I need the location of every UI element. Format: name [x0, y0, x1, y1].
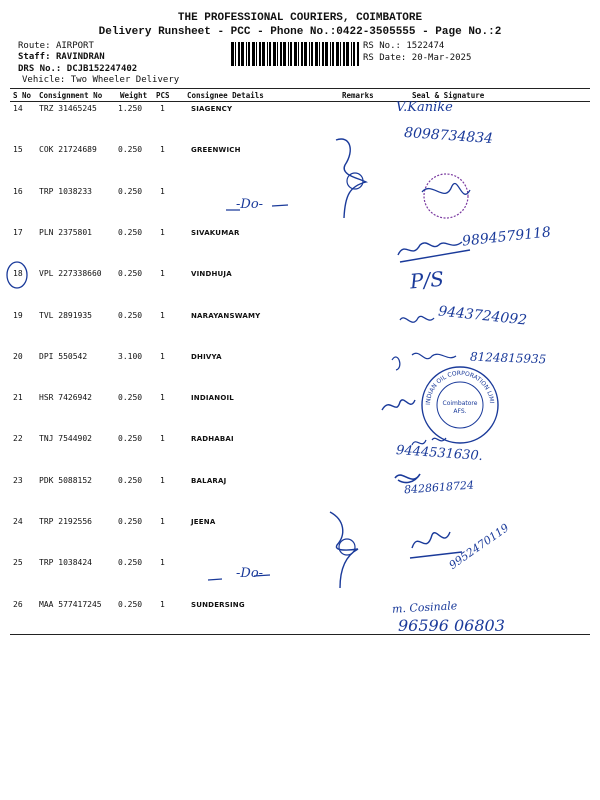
row-consignee-name: SIVAKUMAR: [191, 228, 240, 237]
row-consignment-no: HSR 7426942: [39, 393, 92, 403]
row-sno: 24: [13, 517, 23, 526]
route-value: AIRPORT: [55, 41, 94, 51]
row-pcs: 1: [160, 599, 165, 609]
col-pcs: PCS: [156, 91, 170, 100]
row-weight: 0.250: [118, 517, 143, 526]
row-sno: 21: [13, 393, 23, 403]
phone-row17: 9894579118: [461, 224, 552, 250]
signature-row19: [400, 316, 434, 322]
seal-center-line1: Coimbatore: [442, 400, 478, 407]
phone-row19: 9443724092: [437, 303, 528, 329]
row-consignee-name: SUNDERSING: [191, 600, 245, 609]
runsheet-subtitle: Delivery Runsheet - PCC - Phone No.:0422-3505555 - Page No.:2: [98, 26, 502, 38]
row-sno: 17: [13, 227, 23, 237]
rs-no-label: RS No.:: [363, 41, 401, 51]
rs-date-value: 20-Mar-2025: [411, 53, 472, 63]
seal-center-line2: AFS.: [453, 408, 467, 415]
col-weight: Weight: [120, 91, 148, 100]
staff-label: Staff:: [18, 52, 51, 62]
row-sno: 19: [13, 310, 23, 320]
row-weight: 0.250: [118, 310, 143, 320]
row-pcs: 1: [160, 104, 165, 113]
row-consignment-no: TRP 1038424: [39, 558, 92, 568]
signature-text-row14: V.Kanike: [396, 100, 453, 115]
ditto-brace-15-16: [336, 139, 366, 218]
signature-text-row26: m. Cosinale: [391, 599, 458, 616]
row-weight: 0.250: [118, 269, 143, 279]
col-sno: S No: [13, 91, 32, 100]
row-sno: 16: [13, 186, 23, 196]
row18-circle-mark: [7, 262, 27, 288]
row-pcs: 1: [160, 227, 165, 237]
signature-row24: [410, 532, 462, 558]
phone-row15: 8098734834: [403, 124, 494, 148]
seal-ring-text: INDIAN OIL CORPORATION LIMITED: [417, 360, 495, 406]
seal-row21-text: [417, 360, 500, 445]
row-weight: 0.250: [118, 393, 143, 403]
row-consignee-name: SIAGENCY: [191, 105, 233, 113]
row-pcs: 1: [160, 475, 165, 485]
row-weight: 0.250: [118, 558, 143, 568]
row-consignment-no: PLN 2375801: [39, 227, 92, 237]
row-consignment-no: TNJ 7544902: [39, 434, 92, 444]
row-sno: 26: [13, 599, 23, 609]
ditto-row25: -Do-: [236, 566, 264, 581]
col-consignee: Consignee Details: [187, 91, 264, 100]
row-weight: 0.250: [118, 227, 143, 237]
row-sno: 22: [13, 434, 23, 444]
signature-row23: [395, 474, 420, 482]
row-consignment-no: DPI 550542: [39, 351, 88, 361]
row-pcs: 1: [160, 186, 165, 196]
phone-row24: 9952470119: [446, 521, 512, 572]
row-weight: 3.100: [118, 351, 143, 361]
row-consignee-name: BALARAJ: [191, 476, 227, 485]
signature-row21: [382, 400, 415, 410]
row-consignment-no: TRZ 31465245: [39, 104, 97, 113]
ditto-brace-24-25-loop: [339, 539, 355, 555]
row-consignee-name: GREENWICH: [191, 146, 241, 155]
ditto-row16: -Do-: [236, 197, 264, 212]
row-pcs: 1: [160, 558, 165, 568]
row-sno: 25: [13, 558, 23, 568]
row-pcs: 1: [160, 517, 165, 526]
stamp-row16-scribble: [422, 184, 470, 195]
row-consignment-no: VPL 227338660: [39, 269, 102, 279]
row-consignment-no: TRP 1038233: [39, 186, 92, 196]
phone-row20: 8124815935: [469, 349, 547, 367]
row-weight: 0.250: [118, 599, 143, 609]
row-pcs: 1: [160, 269, 165, 279]
rs-no-value: 1522474: [406, 41, 445, 51]
drs-label: DRS No.:: [18, 64, 62, 74]
rs-date-label: RS Date:: [363, 53, 407, 63]
col-consignment: Consignment No: [39, 91, 103, 100]
row-weight: 0.250: [118, 145, 143, 155]
row-sno: 20: [13, 351, 23, 361]
row-weight: 0.250: [118, 475, 143, 485]
ps-row18: P/S: [409, 266, 445, 294]
row-consignee-name: VINDHUJA: [191, 270, 232, 279]
row-weight: 1.250: [118, 104, 143, 113]
row-pcs: 1: [160, 145, 165, 155]
row-pcs: 1: [160, 393, 165, 403]
row-sno: 23: [13, 475, 23, 485]
row-consignee-name: INDIANOIL: [191, 394, 234, 403]
route-label: Route:: [18, 41, 51, 51]
phone-row26: 96596 06803: [398, 616, 505, 635]
row-consignment-no: PDK 5088152: [39, 475, 92, 485]
row-consignment-no: TRP 2192556: [39, 517, 92, 526]
company-title: THE PROFESSIONAL COURIERS, COIMBATORE: [177, 12, 423, 24]
phone-row22: 9444531630.: [395, 442, 484, 465]
row-sno: 18: [13, 269, 23, 279]
vehicle-label: Vehicle:: [22, 75, 66, 85]
drs-value: DCJB152247402: [66, 64, 138, 74]
vehicle-value: Two Wheeler Delivery: [70, 75, 180, 85]
signature-row17: [398, 242, 470, 262]
phone-row23: 8428618724: [403, 478, 475, 497]
col-seal: Seal & Signature: [412, 91, 485, 100]
row-consignment-no: COK 21724689: [39, 145, 97, 155]
row-pcs: 1: [160, 310, 165, 320]
row-sno: 15: [13, 145, 23, 155]
row-pcs: 1: [160, 434, 165, 444]
row-consignment-no: MAA 577417245: [39, 599, 102, 609]
row-pcs: 1: [160, 351, 165, 361]
row-weight: 0.250: [118, 434, 143, 444]
col-remarks: Remarks: [342, 91, 374, 100]
row-sno: 14: [13, 104, 23, 113]
row-weight: 0.250: [118, 186, 143, 196]
row-consignment-no: TVL 2891935: [39, 310, 92, 320]
row-consignee-name: NARAYANSWAMY: [191, 311, 261, 320]
staff-value: RAVINDRAN: [55, 52, 105, 62]
stamp-row16: [424, 174, 468, 218]
row-consignee-name: DHIVYA: [191, 352, 222, 361]
row-consignee-name: JEENA: [191, 518, 216, 526]
row-consignee-name: RADHABAI: [191, 435, 234, 444]
